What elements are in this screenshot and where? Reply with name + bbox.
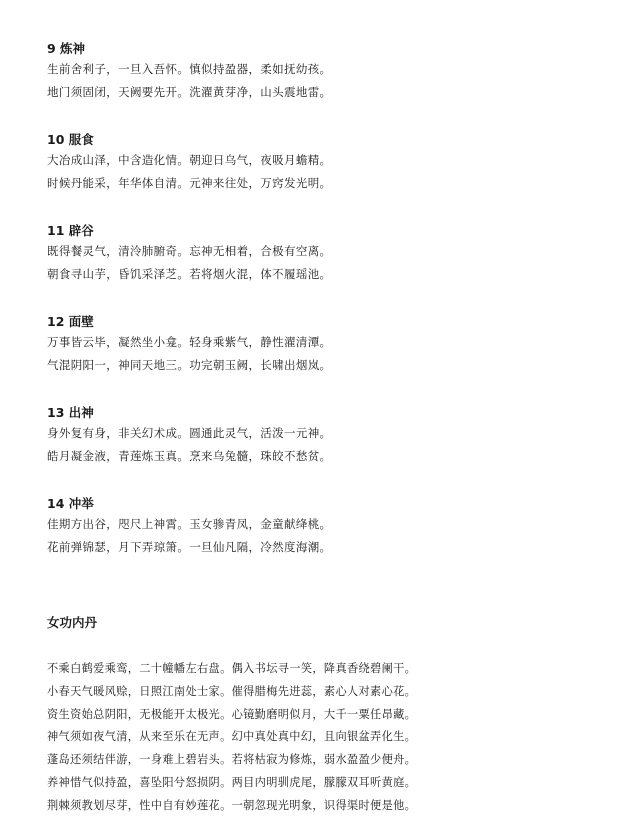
document-page <box>47 39 607 818</box>
section-title: 女功内丹 <box>47 615 98 630</box>
verse-line: 养神惜气似持盈，喜坠阳兮怒损阴。两目内明驯虎尾，朦朦双耳听黄庭。 <box>47 775 417 789</box>
spacer <box>47 377 607 403</box>
verse-line: 荆棘须教划尽芽，性中自有妙莲花。一朝忽现光明象，识得渠时便是他。 <box>47 798 417 812</box>
poem-line: 花前弹锦瑟，月下弄琼箫。一旦仙凡隔，冷然度海潮。 <box>47 540 332 554</box>
poem-9 <box>47 39 607 104</box>
verse-line: 不乘白鹤爱乘鸾，二十幢幡左右盘。偶入书坛寻一笑，降真香绕碧阑干。 <box>47 662 417 675</box>
spacer <box>47 559 607 613</box>
poem-title: 13 出神 <box>47 405 94 420</box>
poem-line: 地门须固闭，天阙要先开。洗濯黄芽净，山头震地雷。 <box>47 85 332 99</box>
poem-line: 皓月凝金液，青莲炼玉真。烹来乌兔髓，珠皎不愁贫。 <box>47 449 332 463</box>
poem-line: 佳期方出谷，咫尺上神霄。玉女骖青凤，金童献绛桃。 <box>47 517 332 531</box>
spacer <box>47 195 607 221</box>
poem-10 <box>47 130 607 195</box>
poem-line: 万事皆云毕，凝然坐小龛。轻身乘紫气，静性濯清潭。 <box>47 335 332 349</box>
spacer <box>47 104 607 130</box>
poem-title: 10 服食 <box>47 132 94 147</box>
poem-11 <box>47 221 607 286</box>
poem-title: 12 面壁 <box>47 314 94 329</box>
poem-title: 11 辟谷 <box>47 223 94 238</box>
poem-line: 朝食寻山芋，昏饥采泽芝。若将烟火混，体不履瑶池。 <box>47 267 332 281</box>
poem-line: 身外复有身，非关幻术成。圆通此灵气，活泼一元神。 <box>47 426 332 440</box>
verse-line: 小春天气暖风赊，日照江南处士家。催得腊梅先进蕊，素心人对素心花。 <box>47 684 417 698</box>
poem-title: 14 冲举 <box>47 496 94 511</box>
spacer <box>47 632 607 658</box>
poem-14 <box>47 494 607 559</box>
nvgong-neidan-section <box>47 613 607 818</box>
verse-line: 蓬岛还须结伴游，一身难上碧岩头。若将枯寂为修炼，弱水盈盈少便舟。 <box>47 753 417 767</box>
poem-line: 气混阴阳一，神同天地三。功完朝玉阙，长啸出烟岚。 <box>47 358 332 372</box>
poem-line: 大冶成山泽，中含造化情。朝迎日乌气，夜吸月蟾精。 <box>47 153 332 167</box>
poem-line: 既得餐灵气，清泠肺腑奇。忘神无相着，合极有空离。 <box>47 244 332 258</box>
spacer <box>47 286 607 312</box>
verse-line: 神气须如夜气清，从来至乐在无声。幻中真处真中幻，且向银盆弄化生。 <box>47 730 417 744</box>
poem-line: 时候丹能采，年华体自清。元神来往处，万窍发光明。 <box>47 176 332 190</box>
poem-line: 生前舍利子，一旦入吾怀。慎似持盈器，柔如抚幼孩。 <box>47 62 332 76</box>
poem-13 <box>47 403 607 468</box>
spacer <box>47 468 607 494</box>
verse-line: 资生资始总阴阳，无极能开太极光。心镜勤磨明似月，大千一粟任昂藏。 <box>47 707 417 721</box>
poem-title: 9 炼神 <box>47 41 86 56</box>
poem-12 <box>47 312 607 377</box>
